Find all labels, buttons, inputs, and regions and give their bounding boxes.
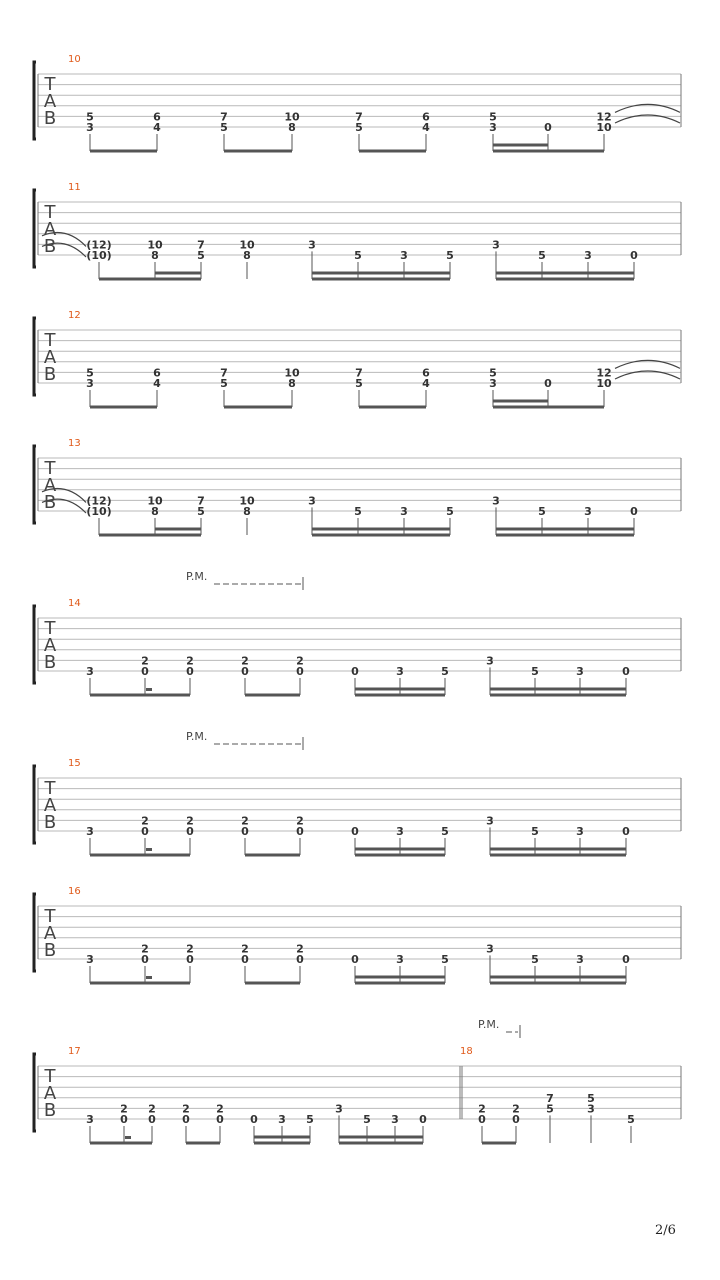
tab-clef-letter: T xyxy=(44,202,56,223)
tab-clef-letter: B xyxy=(43,236,57,257)
fret-number: 6 xyxy=(422,110,430,124)
fret-number: 3 xyxy=(584,505,592,518)
system-bracket xyxy=(34,766,36,843)
fret-number: 5 xyxy=(220,377,228,390)
tab-clef-letter: A xyxy=(43,91,57,112)
fret-number: 6 xyxy=(422,366,430,380)
tab-clef-letter: T xyxy=(44,906,56,927)
fret-number: 0 xyxy=(141,665,149,678)
tab-clef-letter: B xyxy=(43,652,57,673)
tab-clef-letter: T xyxy=(44,330,56,351)
dot-marker xyxy=(146,848,152,851)
fret-number: 3 xyxy=(86,825,94,838)
fret-number: 3 xyxy=(86,121,94,134)
fret-number: 0 xyxy=(141,825,149,838)
tab-system xyxy=(34,182,681,279)
tab-clef-letter: A xyxy=(43,923,57,944)
fret-number: 3 xyxy=(308,238,316,252)
fret-number: 2 xyxy=(186,654,194,668)
fret-number: 5 xyxy=(587,1091,595,1105)
fret-number: 5 xyxy=(220,121,228,134)
fret-number: 0 xyxy=(622,825,630,838)
palm-mute-label: P.M. xyxy=(186,570,208,583)
fret-number: 7 xyxy=(355,366,363,380)
fret-number: 0 xyxy=(630,505,638,518)
fret-number: 5 xyxy=(197,505,205,518)
fret-number: 7 xyxy=(546,1091,554,1105)
fret-number: 2 xyxy=(241,942,249,956)
fret-number: 2 xyxy=(141,814,149,828)
fret-number: 0 xyxy=(148,1113,156,1126)
dot-marker xyxy=(125,1136,131,1139)
fret-number: 3 xyxy=(584,249,592,262)
fret-number: 5 xyxy=(538,249,546,262)
fret-number: 3 xyxy=(492,494,500,508)
fret-number: 0 xyxy=(296,953,304,966)
fret-number: 0 xyxy=(622,953,630,966)
fret-number: 0 xyxy=(186,665,194,678)
tab-clef-letter: T xyxy=(44,618,56,639)
fret-number: 3 xyxy=(396,825,404,838)
palm-mute-marking xyxy=(478,1018,520,1038)
fret-number: 3 xyxy=(86,377,94,390)
fret-number: 10 xyxy=(284,366,300,380)
fret-number: 10 xyxy=(596,121,612,134)
fret-number: 8 xyxy=(288,377,296,390)
tab-clef-letter: B xyxy=(43,1100,57,1121)
measure-number: 17 xyxy=(68,1046,81,1057)
fret-number: 0 xyxy=(544,377,552,390)
fret-number: 0 xyxy=(182,1113,190,1126)
fret-number: 3 xyxy=(489,377,497,390)
system-bracket xyxy=(34,62,36,139)
tab-clef-letter: B xyxy=(43,364,57,385)
fret-number: 0 xyxy=(630,249,638,262)
fret-number: (10) xyxy=(86,249,112,262)
tab-clef-letter: A xyxy=(43,1083,57,1104)
fret-number: 3 xyxy=(576,953,584,966)
system-bracket xyxy=(34,894,36,971)
measure-number: 12 xyxy=(68,310,81,321)
fret-number: 5 xyxy=(86,366,94,380)
fret-number: 0 xyxy=(250,1113,258,1126)
fret-number: 2 xyxy=(296,654,304,668)
fret-number: 7 xyxy=(220,110,228,124)
fret-number: 5 xyxy=(446,249,454,262)
fret-number: 10 xyxy=(239,494,255,508)
fret-number: 2 xyxy=(478,1102,486,1116)
fret-number: 5 xyxy=(531,825,539,838)
fret-number: 10 xyxy=(239,238,255,252)
fret-number: 4 xyxy=(153,121,161,134)
measure-number: 13 xyxy=(68,438,81,449)
tab-clef-letter: B xyxy=(43,940,57,961)
fret-number: 4 xyxy=(422,377,430,390)
fret-number: 0 xyxy=(296,665,304,678)
fret-number: 0 xyxy=(241,665,249,678)
fret-number: 5 xyxy=(441,825,449,838)
tab-system xyxy=(34,310,681,407)
tab-clef-letter: T xyxy=(44,778,56,799)
fret-number: 5 xyxy=(531,665,539,678)
fret-number: 2 xyxy=(216,1102,224,1116)
fret-number: 8 xyxy=(151,249,159,262)
measure-number: 15 xyxy=(68,758,81,769)
fret-number: 0 xyxy=(296,825,304,838)
fret-number: 10 xyxy=(147,238,163,252)
fret-number: 2 xyxy=(141,654,149,668)
fret-number: 0 xyxy=(351,953,359,966)
fret-number: 3 xyxy=(486,814,494,828)
fret-number: 7 xyxy=(220,366,228,380)
dot-marker xyxy=(146,688,152,691)
fret-number: 0 xyxy=(241,825,249,838)
fret-number: 3 xyxy=(335,1102,343,1116)
fret-number: 5 xyxy=(538,505,546,518)
system-bracket xyxy=(34,190,36,267)
fret-number: 2 xyxy=(186,942,194,956)
fret-number: 3 xyxy=(86,1113,94,1126)
fret-number: 0 xyxy=(419,1113,427,1126)
system-bracket xyxy=(34,446,36,523)
fret-number: 5 xyxy=(441,953,449,966)
tab-clef-letter: T xyxy=(44,1066,56,1087)
fret-number: 5 xyxy=(489,366,497,380)
fret-number: 5 xyxy=(489,110,497,124)
tab-system xyxy=(34,54,681,151)
fret-number: (12) xyxy=(86,494,112,508)
fret-number: 0 xyxy=(512,1113,520,1126)
fret-number: 3 xyxy=(278,1113,286,1126)
measure-number: 18 xyxy=(460,1046,473,1057)
fret-number: 3 xyxy=(308,494,316,508)
fret-number: 0 xyxy=(622,665,630,678)
measure-number: 14 xyxy=(68,598,81,609)
tab-system xyxy=(34,758,681,855)
tab-clef-letter: T xyxy=(44,458,56,479)
fret-number: 3 xyxy=(396,953,404,966)
dot-marker xyxy=(146,976,152,979)
fret-number: 5 xyxy=(197,249,205,262)
fret-number: 0 xyxy=(141,953,149,966)
fret-number: 8 xyxy=(243,505,251,518)
fret-number: 3 xyxy=(587,1102,595,1116)
fret-number: 3 xyxy=(396,665,404,678)
fret-number: 4 xyxy=(153,377,161,390)
fret-number: 7 xyxy=(355,110,363,124)
fret-number: 4 xyxy=(422,121,430,134)
fret-number: 5 xyxy=(446,505,454,518)
tab-clef-letter: B xyxy=(43,108,57,129)
fret-number: 5 xyxy=(363,1113,371,1126)
measure-number: 16 xyxy=(68,886,81,897)
fret-number: 8 xyxy=(151,505,159,518)
fret-number: (12) xyxy=(86,238,112,252)
page-number: 2/6 xyxy=(655,1223,676,1238)
fret-number: 5 xyxy=(627,1113,635,1126)
fret-number: 5 xyxy=(86,110,94,124)
system-bracket xyxy=(34,1054,36,1131)
fret-number: 12 xyxy=(596,366,612,380)
fret-number: 0 xyxy=(478,1113,486,1126)
fret-number: 5 xyxy=(355,377,363,390)
fret-number: 2 xyxy=(141,942,149,956)
fret-number: 0 xyxy=(351,825,359,838)
tab-clef-letter: A xyxy=(43,635,57,656)
fret-number: 6 xyxy=(153,366,161,380)
tab-system xyxy=(34,598,681,695)
fret-number: 12 xyxy=(596,110,612,124)
fret-number: 10 xyxy=(596,377,612,390)
fret-number: 2 xyxy=(296,814,304,828)
fret-number: 0 xyxy=(186,953,194,966)
fret-number: 5 xyxy=(354,505,362,518)
fret-number: 2 xyxy=(148,1102,156,1116)
fret-number: 0 xyxy=(241,953,249,966)
fret-number: 3 xyxy=(576,665,584,678)
fret-number: 0 xyxy=(351,665,359,678)
tab-clef-letter: A xyxy=(43,475,57,496)
fret-number: 8 xyxy=(288,121,296,134)
measure-number: 10 xyxy=(68,54,81,65)
fret-number: 6 xyxy=(153,110,161,124)
fret-number: 2 xyxy=(182,1102,190,1116)
tab-clef-letter: A xyxy=(43,347,57,368)
tab-system xyxy=(34,438,681,535)
fret-number: 0 xyxy=(544,121,552,134)
palm-mute-marking xyxy=(186,730,303,750)
fret-number: 8 xyxy=(243,249,251,262)
fret-number: 2 xyxy=(241,814,249,828)
system-bracket xyxy=(34,318,36,395)
system-bracket xyxy=(34,606,36,683)
fret-number: 0 xyxy=(186,825,194,838)
fret-number: 3 xyxy=(489,121,497,134)
fret-number: 3 xyxy=(86,953,94,966)
fret-number: 5 xyxy=(546,1102,554,1116)
fret-number: 2 xyxy=(186,814,194,828)
fret-number: 7 xyxy=(197,494,205,508)
fret-number: 5 xyxy=(531,953,539,966)
fret-number: 2 xyxy=(241,654,249,668)
fret-number: (10) xyxy=(86,505,112,518)
tab-clef-letter: A xyxy=(43,219,57,240)
palm-mute-label: P.M. xyxy=(186,730,208,743)
fret-number: 5 xyxy=(441,665,449,678)
fret-number: 7 xyxy=(197,238,205,252)
fret-number: 0 xyxy=(216,1113,224,1126)
fret-number: 3 xyxy=(576,825,584,838)
fret-number: 10 xyxy=(284,110,300,124)
fret-number: 3 xyxy=(400,505,408,518)
fret-number: 0 xyxy=(120,1113,128,1126)
fret-number: 2 xyxy=(296,942,304,956)
fret-number: 3 xyxy=(492,238,500,252)
palm-mute-label: P.M. xyxy=(478,1018,500,1031)
tab-system xyxy=(34,1046,681,1143)
tab-clef-letter: B xyxy=(43,492,57,513)
fret-number: 3 xyxy=(86,665,94,678)
tab-clef-letter: A xyxy=(43,795,57,816)
palm-mute-marking xyxy=(186,570,303,590)
tab-clef-letter: B xyxy=(43,812,57,833)
fret-number: 2 xyxy=(512,1102,520,1116)
measure-number: 11 xyxy=(68,182,81,193)
fret-number: 3 xyxy=(400,249,408,262)
fret-number: 3 xyxy=(486,654,494,668)
tab-system xyxy=(34,886,681,983)
fret-number: 5 xyxy=(354,249,362,262)
fret-number: 10 xyxy=(147,494,163,508)
tab-clef-letter: T xyxy=(44,74,56,95)
fret-number: 2 xyxy=(120,1102,128,1116)
fret-number: 3 xyxy=(391,1113,399,1126)
fret-number: 5 xyxy=(306,1113,314,1126)
fret-number: 5 xyxy=(355,121,363,134)
fret-number: 3 xyxy=(486,942,494,956)
